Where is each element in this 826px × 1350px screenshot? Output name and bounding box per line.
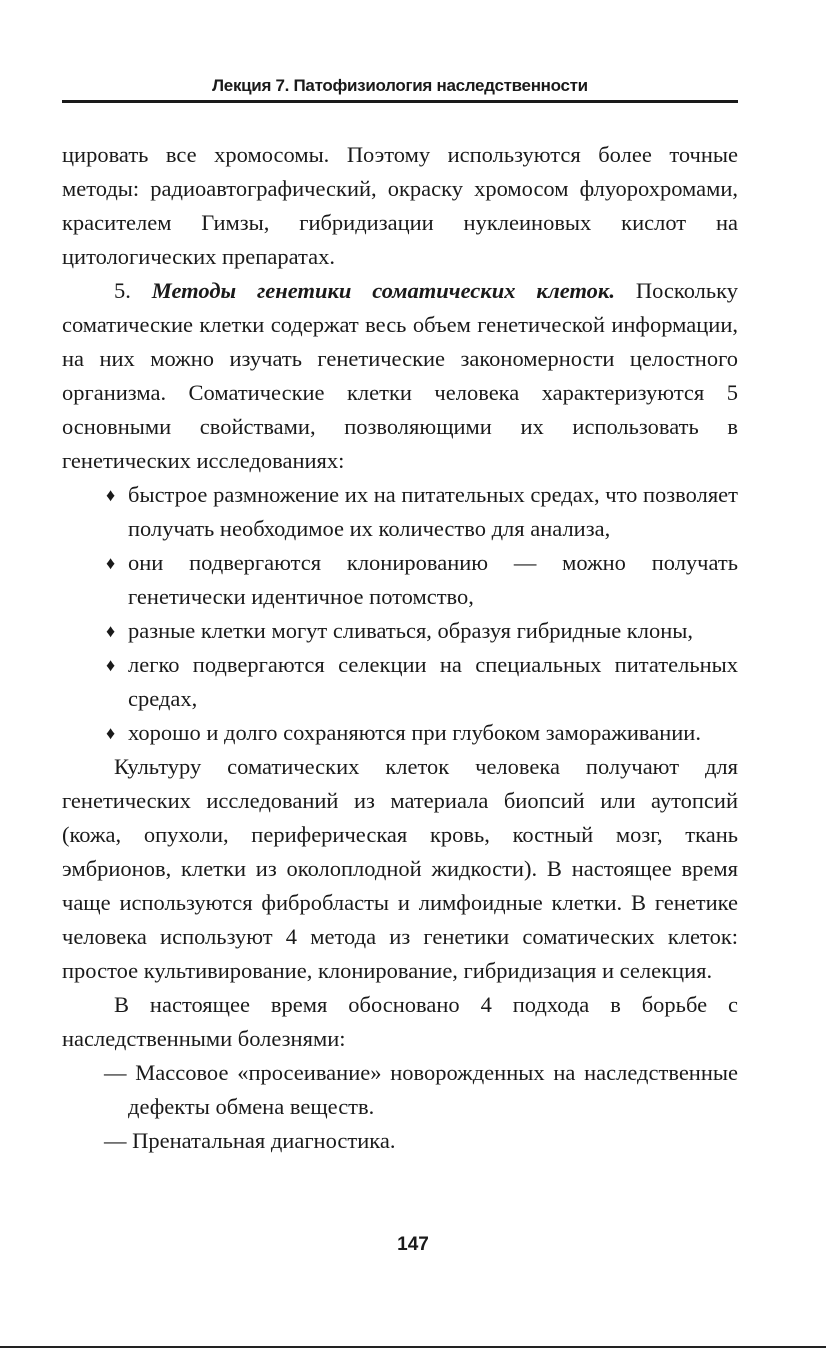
- section-text: Поскольку соматические клетки содержат весь объем генетической информации, на них можно изучать генетические закономерности целостного организма. Соматические клетки человека характеризуются 5 основными свойствами, позволяющими их использовать в генетических исследованиях:: [62, 278, 738, 473]
- section-heading: Методы генетики соматических клеток.: [151, 278, 615, 303]
- list-item-text: легко подвергаются селекции на специальных питательных средах,: [128, 652, 738, 711]
- page-edge-line: [0, 1346, 826, 1348]
- list-item: [62, 614, 738, 648]
- dash-list: [62, 1056, 738, 1158]
- list-item-text: они подвергаются клонированию — можно получать генетически идентичное потомство,: [128, 550, 738, 609]
- list-item: [62, 648, 738, 716]
- diamond-bullet-icon: ♦: [106, 485, 116, 505]
- paragraph-approaches: В настоящее время обосновано 4 подхода в борьбе с наследственными болезнями:: [62, 992, 738, 1051]
- diamond-bullet-icon: ♦: [106, 723, 116, 743]
- page-number: 147: [397, 1234, 429, 1255]
- paragraph-culture: Культуру соматических клеток человека получают для генетических исследований из материала биопсий или аутопсий (кожа, опухоли, периферическая кровь, костный мозг, ткань эмбрионов, клетки из околоплодной жидкости). В настоящее время чаще используются фибробласты и лимфоидные клетки. В генетике человека используют 4 метода из генетики соматических клеток: простое культивирование, клонирование, гибридизация и селекция.: [62, 754, 738, 983]
- paragraph-section-5: [62, 274, 738, 478]
- diamond-bullet-icon: ♦: [106, 655, 116, 675]
- body-text: [62, 138, 738, 1158]
- list-item: [62, 716, 738, 750]
- diamond-bullet-icon: ♦: [106, 621, 116, 641]
- list-item-text: быстрое размножение их на питательных средах, что позволяет получать необходимое их количество для анализа,: [128, 482, 738, 541]
- list-item: [62, 546, 738, 614]
- bullet-list: [62, 478, 738, 750]
- dash-item: — Пренатальная диагностика.: [104, 1128, 396, 1153]
- list-item-text: хорошо и долго сохраняются при глубоком замораживании.: [128, 720, 701, 745]
- list-item: [62, 478, 738, 546]
- paragraph-continuation: цировать все хромосомы. Поэтому используются более точные методы: радиоавтографический, окраску хромосом флуорохромами, красителем Гимзы, гибридизации нуклеиновых кислот на цитологических препаратах.: [62, 142, 738, 269]
- running-head: Лекция 7. Патофизиология наследственности: [212, 76, 588, 95]
- list-item-text: разные клетки могут сливаться, образуя гибридные клоны,: [128, 618, 693, 643]
- diamond-bullet-icon: ♦: [106, 553, 116, 573]
- header-rule: [62, 100, 738, 103]
- section-number: 5.: [114, 278, 131, 303]
- dash-item: — Массовое «просеивание» новорожденных на наследственные дефекты обмена веществ.: [104, 1060, 738, 1119]
